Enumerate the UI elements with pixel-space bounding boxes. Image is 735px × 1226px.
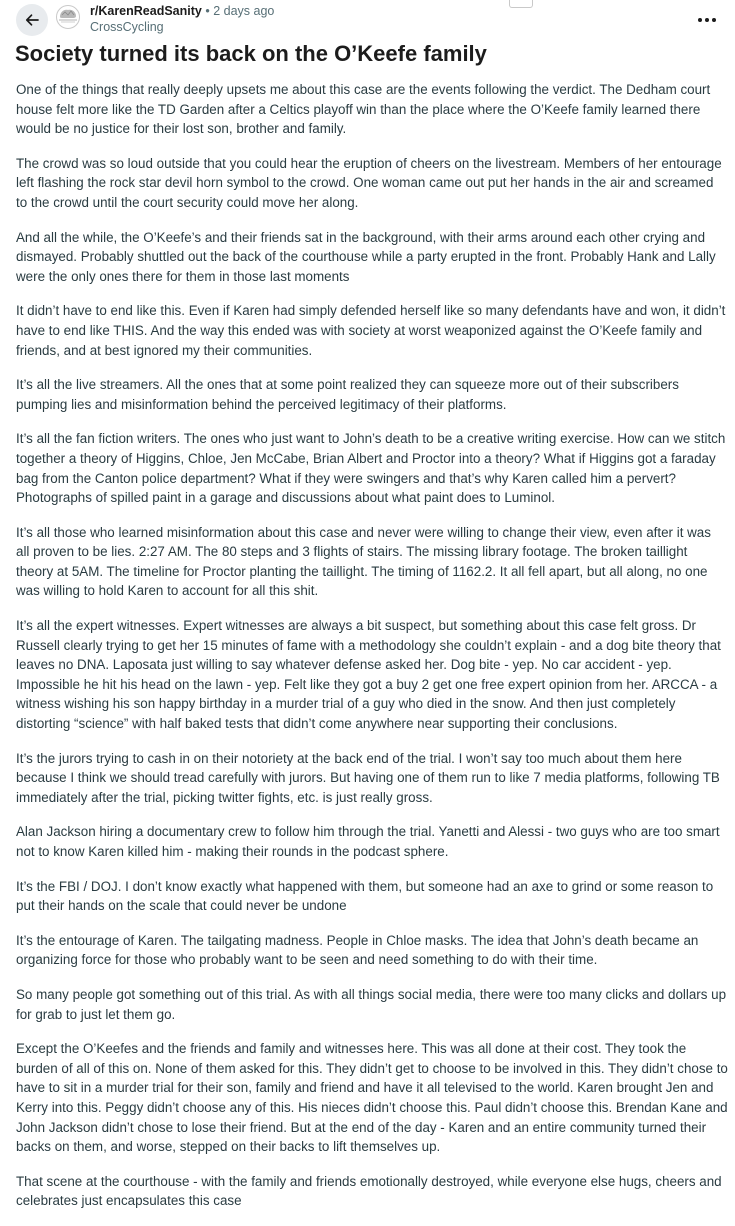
post-paragraph: And all the while, the O’Keefe’s and their friends sat in the background, with their arms around each other crying and dismayed. Probably shuttled out the back of the courthouse while a party erupted in the front. Probably Hank and Lally were the only ones there for them in those last moments xyxy=(16,229,716,284)
post-title: Society turned its back on the O’Keefe family xyxy=(15,41,487,66)
post-paragraph: It’s all the live streamers. All the ones that at some point realized they can squeeze more out of their subscribers pumping lies and misinformation behind the perceived legitimacy of their platforms. xyxy=(16,377,679,412)
post-body xyxy=(16,80,728,1226)
post-paragraph: It’s all the expert witnesses. Expert witnesses are always a bit suspect, but something about this case felt gross. Dr Russell clearly trying to get her 15 minutes of fame with a methodology she couldn’t explain - and a dog bite theory that leaves no DNA. Laposata just willing to say whatever defense asked her. Dog bite - yep. No car accident - yep. Impossible he hit his head on the lawn - yep. Felt like they got a buy 2 get one free expert opinion from her. ARCCA - a witness wishing his son happy birthday in a murder trial of a guy who died in the snow. And then just completely distorting “science” with half baked tests that didn’t come anywhere near supporting their conclusions. xyxy=(16,618,721,732)
post-paragraph: It didn’t have to end like this. Even if Karen had simply defended herself like so many defendants have and won, it didn’t have to end like THIS. And the way this ended was with society at worst weaponized against the O’Keefe family and friends, and at best ignored my their communities. xyxy=(16,303,726,358)
post-paragraph: That scene at the courthouse - with the family and friends emotionally destroyed, while everyone else hugs, cheers and celebrates just encapsulates this case xyxy=(16,1173,722,1209)
more-options-button[interactable] xyxy=(689,8,725,32)
post-paragraph: The crowd was so loud outside that you could hear the eruption of cheers on the livestream. Members of her entourage left flashing the rock star devil horn symbol to the crowd. One woman came out put her hands in the air and screamed to the crowd until the court security could move her along. xyxy=(16,155,722,210)
join-button[interactable] xyxy=(509,0,533,8)
post-paragraph: It’s all those who learned misinformation about this case and never were willing to change their view, even after it was all proven to be lies. 2:27 AM. The 80 steps and 3 flights of stairs. The missing library footage. The broken taillight theory at 5AM. The timeline for Proctor planting the taillight. The timing of 1162.2. It all fell apart, but all along, no one was willing to hold Karen to account for all this shit. xyxy=(16,524,711,599)
arrow-left-icon xyxy=(24,12,40,28)
post-paragraph: It’s all the fan fiction writers. The ones who just want to John’s death to be a creative writing exercise. How can we stitch together a theory of Higgins, Chloe, Jen McCabe, Brian Albert and Proctor into a theory? What if Higgins got a faraday bag from the Canton police department? What if they were swingers and that’s why Karen called him a pervert? Photographs of spilled paint in a garage and discussions about what paint does to Luminol. xyxy=(16,431,726,506)
post-paragraph: One of the things that really deeply upsets me about this case are the events following the verdict. The Dedham court house felt more like the TD Garden after a Celtics playoff win than the place where the O’Keefe family learned there would be no justice for their lost son, brother and family. xyxy=(16,82,711,137)
post-time: 2 days ago xyxy=(213,4,275,18)
post-author[interactable]: CrossCycling xyxy=(90,20,164,34)
post-paragraph: It’s the entourage of Karen. The tailgating madness. People in Chloe masks. The idea that John’s death became an organizing force for those who probably want to be seen and need something to do with their time. xyxy=(16,932,699,968)
post-paragraph: So many people got something out of this trial. As with all things social media, there were too many clicks and dollars up for grab to just let them go. xyxy=(16,986,727,1022)
subreddit-avatar[interactable] xyxy=(56,5,80,29)
post-paragraph: Alan Jackson hiring a documentary crew to follow him through the trial. Yanetti and Alessi - two guys who are too smart not to know Karen killed him - making their rounds in the podcast sphere. xyxy=(16,824,720,859)
post-paragraph: It’s the jurors trying to cash in on their notoriety at the back end of the trial. I won’t say too much about them here because I think we should tread carefully with jurors. But having one of them run to like 7 media platforms, following TB immediately after the trial, picking twitter fights, etc. is just really gross. xyxy=(16,750,720,805)
post-paragraph: Except the O’Keefes and the friends and family and witnesses here. This was all done at their cost. They took the burden of all of this on. None of them asked for this. They didn’t get to choose to be involved in this. They didn’t chose to have to sit in a murder trial for their son, family and friend and have it all televised to the world. Karen brought Jen and Kerry into this. Peggy didn’t choose any of this. His nieces didn’t choose this. Paul didn’t choose this. Brendan Kane and John Jackson didn’t chose to lose their friend. But at the end of the day - Karen and an entire community turned their backs on them, and worse, stepped on their backs to lift themselves up. xyxy=(16,1041,728,1155)
subreddit-name[interactable]: r/KarenReadSanity xyxy=(90,4,202,18)
subreddit-meta xyxy=(90,4,274,19)
post-paragraph: It’s the FBI / DOJ. I don’t know exactly what happened with them, but someone had an axe to grind or some reason to put their hands on the scale that could never be undone xyxy=(16,878,714,914)
more-horizontal-icon xyxy=(698,18,702,22)
post-header xyxy=(0,0,735,38)
meta-separator: • xyxy=(205,4,210,18)
back-button[interactable] xyxy=(16,4,48,36)
